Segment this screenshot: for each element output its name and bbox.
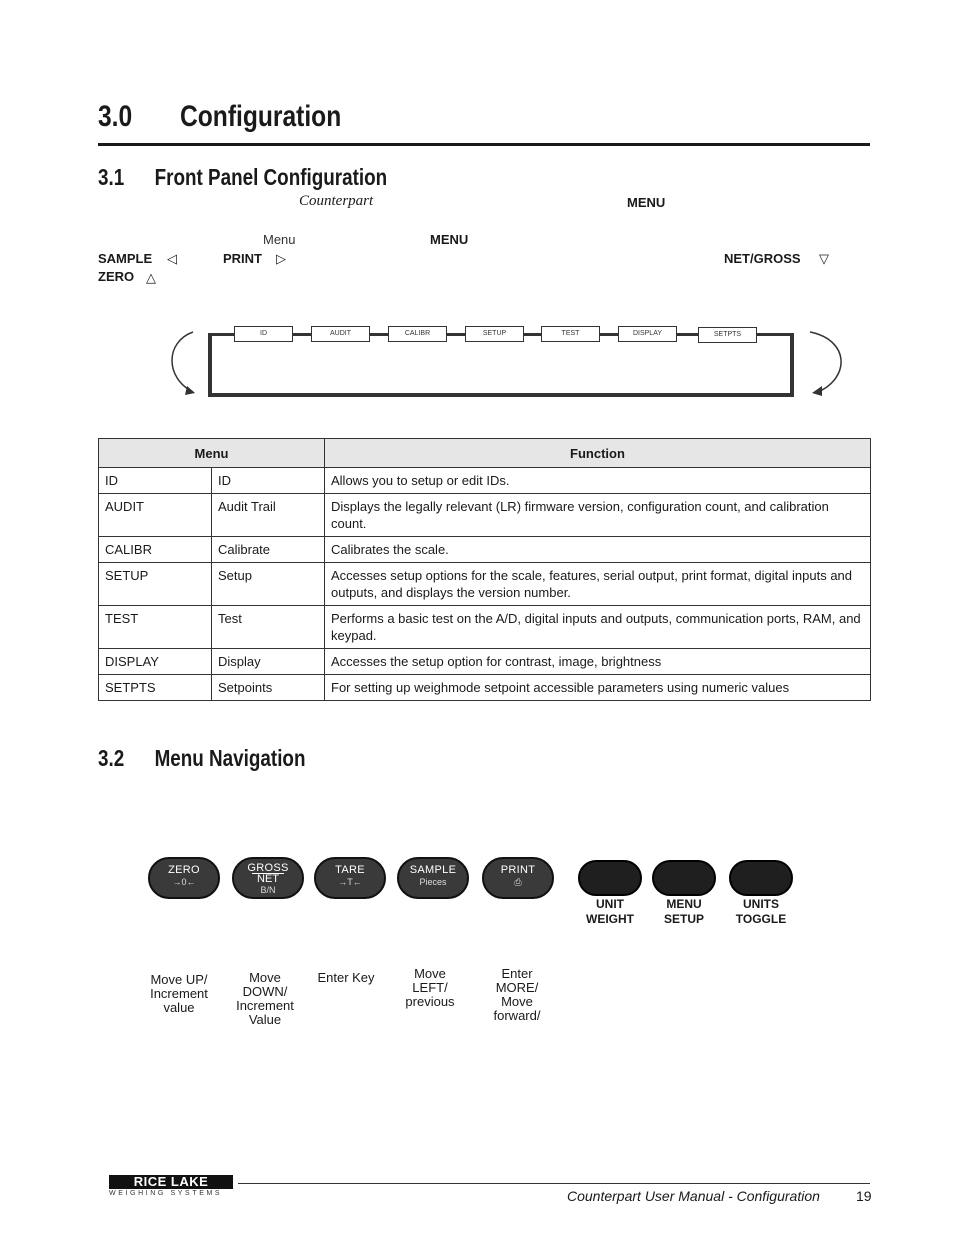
row-code: AUDIT [99, 494, 212, 537]
desc-line: Increment [150, 986, 208, 1001]
print-key [482, 857, 554, 899]
desc-line: Enter [501, 966, 533, 981]
gross-net-key-description [225, 971, 305, 1027]
key-label: ZERO [168, 864, 200, 876]
row-function: Performs a basic test on the A/D, digital inputs and outputs, communication ports, RAM, and keypad. [325, 606, 871, 649]
label-line: WEIGHT [586, 912, 634, 926]
page-heading [98, 100, 341, 134]
print-key-description [476, 967, 558, 1023]
desc-line: DOWN/ [242, 984, 288, 999]
menu-item-test: TEST [541, 326, 600, 342]
right-arrow-icon: ▷ [276, 251, 286, 266]
fragment-sample: SAMPLE [98, 251, 153, 266]
label-line: TOGGLE [735, 912, 787, 926]
fragment-counterpart: Counterpart [299, 193, 374, 209]
menu-item-id: ID [234, 326, 293, 342]
table-header-function: Function [325, 439, 871, 468]
desc-line: Increment [236, 998, 294, 1013]
table-row [99, 494, 871, 537]
tare-key [314, 857, 386, 899]
row-name: Audit Trail [212, 494, 325, 537]
zero-icon: →0← [172, 877, 196, 887]
key-label-2: NET [252, 873, 284, 885]
label-line: SETUP [663, 912, 704, 926]
label-line: UNIT [596, 897, 624, 911]
footer-rule [238, 1183, 870, 1184]
section-title: Front Panel Configuration [154, 164, 388, 190]
desc-line: forward/ [493, 1008, 541, 1023]
fragment-menu: Menu [263, 232, 296, 247]
table-row [99, 606, 871, 649]
curved-arrow-right-icon [806, 328, 850, 398]
gross-net-key [232, 857, 304, 899]
row-name: Calibrate [212, 537, 325, 563]
key-label: TARE [335, 864, 365, 876]
row-code: ID [99, 468, 212, 494]
unit-weight-label [574, 897, 646, 927]
row-code: TEST [99, 606, 212, 649]
menu-item-setup: SETUP [465, 326, 524, 342]
table-row [99, 649, 871, 675]
units-toggle-label [725, 897, 797, 927]
fragment-zero: ZERO [98, 269, 135, 284]
logo-text: RICE LAKE [109, 1175, 233, 1189]
page-number: 19 [856, 1188, 872, 1204]
row-function: Displays the legally relevant (LR) firmware version, configuration count, and calibration count. [325, 494, 871, 537]
desc-line: previous [405, 994, 455, 1009]
row-name: ID [212, 468, 325, 494]
desc-line: Move [249, 970, 281, 985]
desc-line: Enter Key [317, 970, 375, 985]
row-code: CALIBR [99, 537, 212, 563]
fragment-menu-bold-2: MENU [430, 232, 469, 247]
desc-line: Move [414, 966, 446, 981]
menu-table [98, 438, 871, 701]
heading-title: Configuration [180, 100, 342, 133]
fragment-netgross: NET/GROSS [724, 251, 801, 266]
section-title: Menu Navigation [154, 745, 306, 771]
heading-number: 3.0 [98, 100, 133, 133]
fragment-menu-bold: MENU [627, 195, 666, 210]
curved-arrow-left-icon [165, 328, 205, 398]
row-code: DISPLAY [99, 649, 212, 675]
table-header-menu: Menu [99, 439, 325, 468]
zero-key [148, 857, 220, 899]
down-arrow-icon: ▽ [819, 251, 829, 266]
menu-item-setpts: SETPTS [698, 327, 757, 343]
desc-line: LEFT/ [412, 980, 448, 995]
heading-rule [98, 143, 870, 146]
label-line: UNITS [743, 897, 779, 911]
menu-setup-label [648, 897, 720, 927]
desc-line: Move [501, 994, 533, 1009]
logo-subtext: WEIGHING SYSTEMS [109, 1190, 223, 1197]
up-arrow-icon: △ [146, 270, 156, 285]
table-row [99, 468, 871, 494]
print-icon: ⎙ [514, 877, 522, 887]
fragment-print: PRINT [223, 251, 262, 266]
table-row [99, 537, 871, 563]
row-function: Accesses the setup option for contrast, image, brightness [325, 649, 871, 675]
key-sub: Pieces [419, 877, 447, 887]
row-name: Setpoints [212, 675, 325, 701]
menu-item-audit: AUDIT [311, 326, 370, 342]
desc-line: Value [248, 1012, 282, 1027]
section-3-2-heading [98, 745, 305, 772]
table-row [99, 675, 871, 701]
row-name: Setup [212, 563, 325, 606]
row-name: Display [212, 649, 325, 675]
key-label: SAMPLE [409, 864, 457, 876]
key-label: GROSS [247, 862, 289, 874]
sample-key-description [390, 967, 470, 1009]
tare-key-description [306, 971, 386, 985]
unit-weight-key [578, 860, 642, 896]
row-function: Calibrates the scale. [325, 537, 871, 563]
left-arrow-icon: ◁ [167, 251, 177, 266]
row-function: Accesses setup options for the scale, features, serial output, print format, digital inputs and outputs, and displays the version number. [325, 563, 871, 606]
table-row [99, 563, 871, 606]
menu-setup-key [652, 860, 716, 896]
tare-icon: →T← [338, 877, 362, 887]
section-3-1-heading [98, 164, 387, 191]
row-function: For setting up weighmode setpoint accessible parameters using numeric values [325, 675, 871, 701]
menu-item-display: DISPLAY [618, 326, 677, 342]
label-line: MENU [666, 897, 702, 911]
row-function: Allows you to setup or edit IDs. [325, 468, 871, 494]
row-code: SETUP [99, 563, 212, 606]
sample-key [397, 857, 469, 899]
section-number: 3.2 [98, 745, 125, 771]
key-sub: B/N [260, 885, 276, 895]
section-number: 3.1 [98, 164, 125, 190]
zero-key-description [138, 973, 220, 1015]
units-toggle-key [729, 860, 793, 896]
row-name: Test [212, 606, 325, 649]
footer-doc-title: Counterpart User Manual - Configuration [567, 1188, 820, 1204]
desc-line: Move UP/ [150, 972, 208, 987]
rice-lake-logo [109, 1175, 233, 1197]
key-label: PRINT [500, 864, 536, 876]
row-code: SETPTS [99, 675, 212, 701]
desc-line: value [163, 1000, 195, 1015]
desc-line: MORE/ [495, 980, 539, 995]
menu-item-calibr: CALIBR [388, 326, 447, 342]
